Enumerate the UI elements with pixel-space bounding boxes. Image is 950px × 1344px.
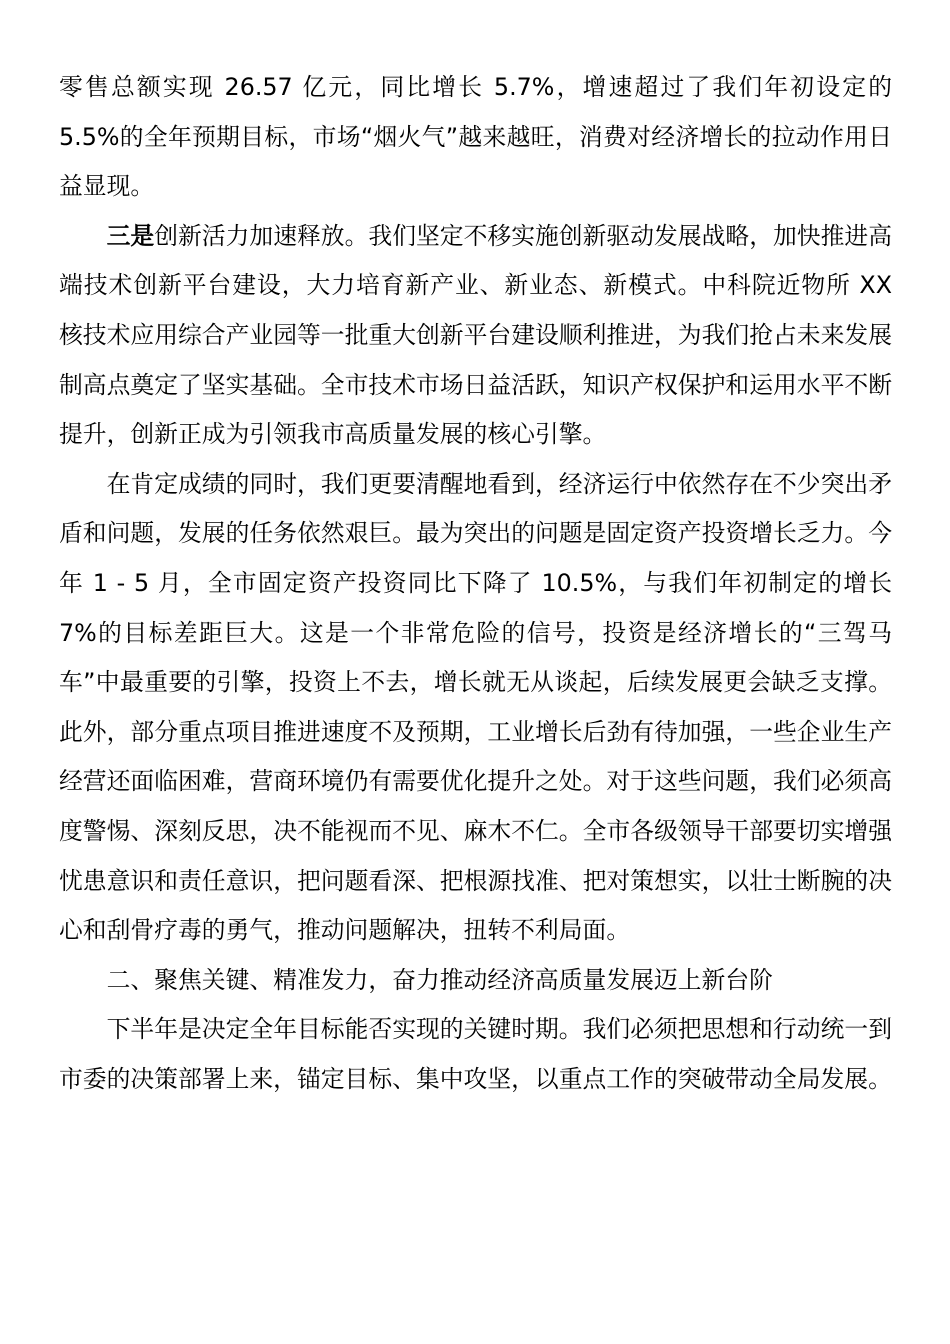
document-page	[59, 63, 892, 1104]
paragraph-problems	[59, 460, 892, 956]
paragraph-text: 创新活力加速释放。我们坚定不移实施创新驱动发展战略，加快推进高端技术创新平台建设，大力培育新产业、新业态、新模式。中科院近物所 XX 核技术应用综合产业园等一批重大创新平台建设顺利推进，为我们抢占未来发展制高点奠定了坚实基础。全市技术市场日益活跃，知识产权保护和运用水平不断提升，创新正成为引领我市高质量发展的核心引擎。	[59, 221, 893, 449]
paragraph-innovation	[59, 212, 892, 460]
paragraph-text: 零售总额实现 26.57 亿元，同比增长 5.7%，增速超过了我们年初设定的 5.5%的全年预期目标，市场“烟火气”越来越旺，消费对经济增长的拉动作用日益显现。	[59, 73, 892, 201]
paragraph-lead: 三是	[106, 221, 155, 250]
paragraph-text: 下半年是决定全年目标能否实现的关键时期。我们必须把思想和行动统一到市委的决策部署上来，锚定目标、集中攻坚，以重点工作的突破带动全局发展。	[59, 1015, 892, 1093]
section-heading: 二、聚焦关键、精准发力，奋力推动经济高质量发展迈上新台阶	[106, 965, 773, 994]
paragraph-retail-sales	[59, 63, 892, 212]
paragraph-second-half	[59, 1005, 892, 1104]
paragraph-text: 在肯定成绩的同时，我们更要清醒地看到，经济运行中依然存在不少突出矛盾和问题，发展的任务依然艰巨。最为突出的问题是固定资产投资增长乏力。今年 1 - 5 月，全市固定资产投资同比下降了 10.5%，与我们年初制定的增长 7%的目标差距巨大。这是一个非常危险的信号，投资是经济增长的“三驾马车”中最重要的引擎，投资上不去，增长就无从谈起，后续发展更会缺乏支撑。此外，部分重点项目推进速度不及预期，工业增长后劲有待加强，一些企业生产经营还面临困难，营商环境仍有需要优化提升之处。对于这些问题，我们必须高度警惕、深刻反思，决不能视而不见、麻木不仁。全市各级领导干部要切实增强忧患意识和责任意识，把问题看深、把根源找准、把对策想实，以壮士断腕的决心和刮骨疗毒的勇气，推动问题解决，扭转不利局面。	[59, 469, 892, 945]
